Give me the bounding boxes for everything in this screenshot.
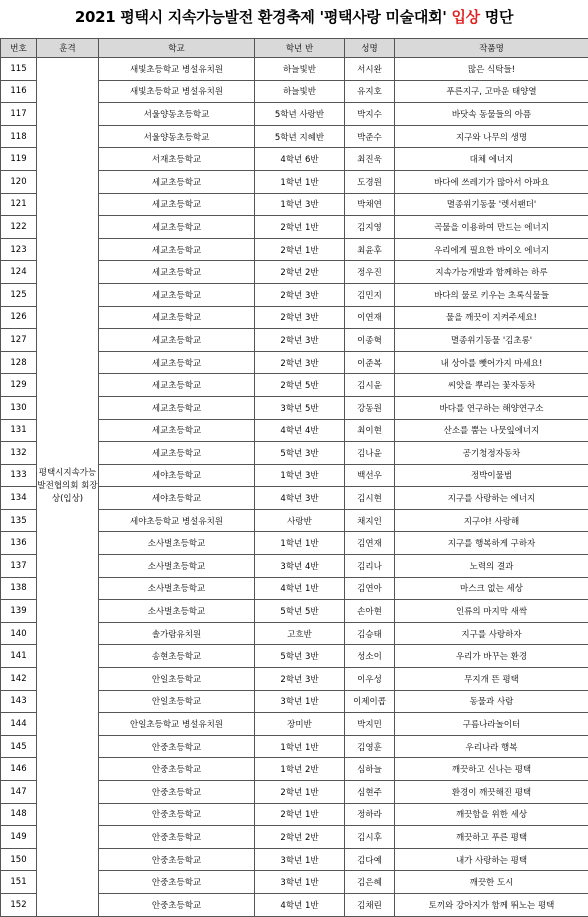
cell-number: 138 [1,577,37,600]
table-row [1,58,588,81]
cell-class: 사랑반 [255,509,345,532]
cell-school: 세교초등학교 [99,396,255,419]
cell-artwork: 산소를 뿜는 나뭇잎에너지 [395,419,588,442]
cell-class: 장미반 [255,713,345,736]
cell-school: 서울양동초등학교 [99,103,255,126]
cell-number: 125 [1,283,37,306]
cell-artwork: 환경이 깨끗해진 평택 [395,781,588,804]
cell-name: 최윤후 [345,238,395,261]
cell-artwork: 노력의 결과 [395,555,588,578]
page-title [0,0,588,38]
cell-name: 김승태 [345,622,395,645]
cell-class: 4학년 1반 [255,577,345,600]
title-highlight: 입상 [451,8,479,26]
cell-number: 121 [1,193,37,216]
cell-artwork: 깨끗한 도시 [395,871,588,894]
cell-school: 세교초등학교 [99,329,255,352]
cell-artwork: 바다의 물로 키우는 초록식물들 [395,283,588,306]
cell-name: 김리나 [345,555,395,578]
cell-school: 세교초등학교 [99,238,255,261]
header-class: 학년 반 [255,39,345,58]
header-artwork: 작품명 [395,39,588,58]
cell-number: 143 [1,690,37,713]
cell-name: 김시윤 [345,374,395,397]
cell-artwork: 우리가 바꾸는 환경 [395,645,588,668]
cell-name: 박지수 [345,103,395,126]
cell-number: 148 [1,803,37,826]
cell-artwork: 멸종위기동물 '김초롱' [395,329,588,352]
cell-class: 하늘빛반 [255,80,345,103]
cell-number: 139 [1,600,37,623]
cell-class: 2학년 3반 [255,329,345,352]
cell-number: 129 [1,374,37,397]
cell-class: 1학년 3반 [255,193,345,216]
cell-number: 145 [1,735,37,758]
cell-name: 박지민 [345,713,395,736]
cell-artwork: 많은 식탁들! [395,58,588,81]
table-body [1,58,588,917]
cell-name: 이준복 [345,351,395,374]
cell-artwork: 푸른지구, 고마운 태양열 [395,80,588,103]
cell-school: 안일초등학교 [99,690,255,713]
cell-class: 5학년 5반 [255,600,345,623]
cell-name: 서시완 [345,58,395,81]
cell-school: 안중초등학교 [99,735,255,758]
cell-class: 1학년 2반 [255,758,345,781]
cell-name: 이제이콥 [345,690,395,713]
cell-name: 채지인 [345,509,395,532]
cell-class: 1학년 3반 [255,464,345,487]
cell-number: 137 [1,555,37,578]
cell-school: 안중초등학교 [99,871,255,894]
cell-name: 김영훈 [345,735,395,758]
title-part1: 2021 평택시 지속가능발전 환경축제 '평택사랑 미술대회' [75,8,452,26]
header-school: 학교 [99,39,255,58]
cell-number: 150 [1,848,37,871]
cell-number: 128 [1,351,37,374]
cell-school: 솔가람유치원 [99,622,255,645]
cell-artwork: 마스크 없는 세상 [395,577,588,600]
cell-name: 심하늘 [345,758,395,781]
cell-artwork: 우리나라 행복 [395,735,588,758]
cell-artwork: 지구를 사랑하자 [395,622,588,645]
header-name: 성명 [345,39,395,58]
cell-school: 세야초등학교 병설유치원 [99,509,255,532]
cell-class: 5학년 지혜반 [255,125,345,148]
cell-class: 5학년 3반 [255,442,345,465]
cell-number: 118 [1,125,37,148]
cell-school: 세교초등학교 [99,261,255,284]
cell-class: 3학년 1반 [255,871,345,894]
cell-school: 소사벌초등학교 [99,532,255,555]
cell-number: 151 [1,871,37,894]
cell-artwork: 토끼와 강아지가 함께 뛰노는 평택 [395,893,588,916]
cell-class: 하늘빛반 [255,58,345,81]
cell-name: 김은혜 [345,871,395,894]
cell-name: 박채연 [345,193,395,216]
cell-class: 3학년 1반 [255,848,345,871]
cell-artwork: 지구와 나무의 생명 [395,125,588,148]
cell-number: 142 [1,668,37,691]
cell-number: 124 [1,261,37,284]
cell-name: 김나윤 [345,442,395,465]
cell-name: 김연재 [345,532,395,555]
cell-school: 안중초등학교 [99,781,255,804]
cell-artwork: 지구야! 사랑해 [395,509,588,532]
cell-school: 소사벌초등학교 [99,577,255,600]
cell-artwork: 멸종위기동물 '렛서팬더' [395,193,588,216]
cell-class: 4학년 3반 [255,487,345,510]
cell-school: 송현초등학교 [99,645,255,668]
header-award: 훈격 [37,39,99,58]
cell-artwork: 지구를 사랑하는 에너지 [395,487,588,510]
cell-name: 이연재 [345,306,395,329]
cell-school: 안중초등학교 [99,826,255,849]
cell-number: 130 [1,396,37,419]
cell-class: 1학년 1반 [255,532,345,555]
cell-name: 심현주 [345,781,395,804]
cell-artwork: 깨끗하고 푸른 평택 [395,826,588,849]
cell-number: 152 [1,893,37,916]
cell-school: 서울양동초등학교 [99,125,255,148]
cell-school: 안일초등학교 [99,668,255,691]
cell-class: 5학년 사랑반 [255,103,345,126]
cell-school: 세교초등학교 [99,306,255,329]
cell-artwork: 내가 사랑하는 평택 [395,848,588,871]
cell-number: 134 [1,487,37,510]
cell-class: 2학년 3반 [255,306,345,329]
cell-artwork: 물을 깨끗이 지켜주세요! [395,306,588,329]
cell-number: 115 [1,58,37,81]
cell-class: 2학년 3반 [255,351,345,374]
cell-artwork: 깨끗하고 신나는 평택 [395,758,588,781]
title-part2: 명단 [480,8,513,26]
cell-school: 세야초등학교 [99,464,255,487]
cell-school: 새빛초등학교 병설유치원 [99,58,255,81]
cell-number: 140 [1,622,37,645]
cell-name: 정우진 [345,261,395,284]
cell-school: 안중초등학교 [99,848,255,871]
cell-school: 세교초등학교 [99,374,255,397]
cell-number: 127 [1,329,37,352]
cell-artwork: 곡물을 이용하여 만드는 에너지 [395,216,588,239]
cell-artwork: 지구를 행복하게 구하자 [395,532,588,555]
cell-artwork: 바다를 연구하는 해양연구소 [395,396,588,419]
cell-school: 소사벌초등학교 [99,600,255,623]
cell-award: 평택시지속가능발전협의회 회장상(입상) [37,58,99,917]
cell-name: 유지호 [345,80,395,103]
cell-name: 이우성 [345,668,395,691]
cell-artwork: 무지개 뜬 평택 [395,668,588,691]
award-table [0,38,588,917]
cell-name: 도경원 [345,170,395,193]
cell-class: 2학년 2반 [255,261,345,284]
cell-number: 116 [1,80,37,103]
cell-class: 3학년 1반 [255,690,345,713]
cell-number: 144 [1,713,37,736]
cell-artwork: 정박이물범 [395,464,588,487]
cell-school: 안중초등학교 [99,803,255,826]
cell-number: 141 [1,645,37,668]
cell-school: 안일초등학교 병설유치원 [99,713,255,736]
cell-class: 2학년 3반 [255,283,345,306]
cell-school: 세야초등학교 [99,487,255,510]
cell-class: 4학년 6반 [255,148,345,171]
cell-class: 2학년 1반 [255,803,345,826]
cell-number: 135 [1,509,37,532]
cell-number: 120 [1,170,37,193]
cell-number: 147 [1,781,37,804]
cell-school: 세교초등학교 [99,351,255,374]
cell-name: 김채린 [345,893,395,916]
cell-name: 최이현 [345,419,395,442]
cell-school: 소사벌초등학교 [99,555,255,578]
cell-number: 136 [1,532,37,555]
cell-number: 146 [1,758,37,781]
cell-number: 131 [1,419,37,442]
cell-class: 2학년 5반 [255,374,345,397]
cell-school: 새빛초등학교 병설유치원 [99,80,255,103]
cell-class: 3학년 4반 [255,555,345,578]
cell-school: 세교초등학교 [99,442,255,465]
cell-artwork: 내 상아를 뺏어가지 마세요! [395,351,588,374]
cell-class: 2학년 1반 [255,216,345,239]
cell-name: 정하라 [345,803,395,826]
cell-number: 133 [1,464,37,487]
cell-name: 김시현 [345,487,395,510]
cell-name: 이종혁 [345,329,395,352]
cell-school: 안중초등학교 [99,893,255,916]
cell-name: 최진욱 [345,148,395,171]
cell-class: 5학년 3반 [255,645,345,668]
cell-artwork: 구름나라놀이터 [395,713,588,736]
cell-school: 세교초등학교 [99,283,255,306]
cell-class: 1학년 1반 [255,735,345,758]
cell-class: 2학년 2반 [255,826,345,849]
cell-school: 세교초등학교 [99,193,255,216]
cell-school: 서재초등학교 [99,148,255,171]
cell-number: 123 [1,238,37,261]
cell-number: 126 [1,306,37,329]
cell-artwork: 동물과 사람 [395,690,588,713]
cell-class: 2학년 1반 [255,238,345,261]
cell-class: 1학년 1반 [255,170,345,193]
cell-name: 손아현 [345,600,395,623]
cell-class: 2학년 1반 [255,781,345,804]
cell-artwork: 바닷속 동물들의 아픔 [395,103,588,126]
cell-artwork: 우리에게 필요한 바이오 에너지 [395,238,588,261]
cell-name: 성소이 [345,645,395,668]
cell-number: 119 [1,148,37,171]
cell-name: 백선우 [345,464,395,487]
cell-number: 132 [1,442,37,465]
table-header-row [1,39,588,58]
cell-school: 안중초등학교 [99,758,255,781]
cell-class: 고흐반 [255,622,345,645]
cell-name: 김지영 [345,216,395,239]
cell-class: 4학년 1반 [255,893,345,916]
cell-number: 122 [1,216,37,239]
cell-artwork: 인류의 마지막 새싹 [395,600,588,623]
cell-name: 박준수 [345,125,395,148]
cell-school: 세교초등학교 [99,216,255,239]
cell-artwork: 깨끗함을 위한 세상 [395,803,588,826]
cell-name: 강동원 [345,396,395,419]
cell-class: 4학년 4반 [255,419,345,442]
cell-class: 2학년 3반 [255,668,345,691]
cell-school: 세교초등학교 [99,170,255,193]
cell-artwork: 씨앗을 뿌리는 꽃자동차 [395,374,588,397]
header-number: 번호 [1,39,37,58]
cell-artwork: 지속가능개발과 함께하는 하루 [395,261,588,284]
cell-artwork: 공기청정자동차 [395,442,588,465]
cell-number: 117 [1,103,37,126]
cell-name: 김민지 [345,283,395,306]
cell-name: 김연아 [345,577,395,600]
cell-name: 김다예 [345,848,395,871]
cell-name: 김시후 [345,826,395,849]
cell-artwork: 대체 에너지 [395,148,588,171]
cell-number: 149 [1,826,37,849]
cell-artwork: 바다에 쓰레기가 많아서 아파요 [395,170,588,193]
cell-school: 세교초등학교 [99,419,255,442]
cell-class: 3학년 5반 [255,396,345,419]
